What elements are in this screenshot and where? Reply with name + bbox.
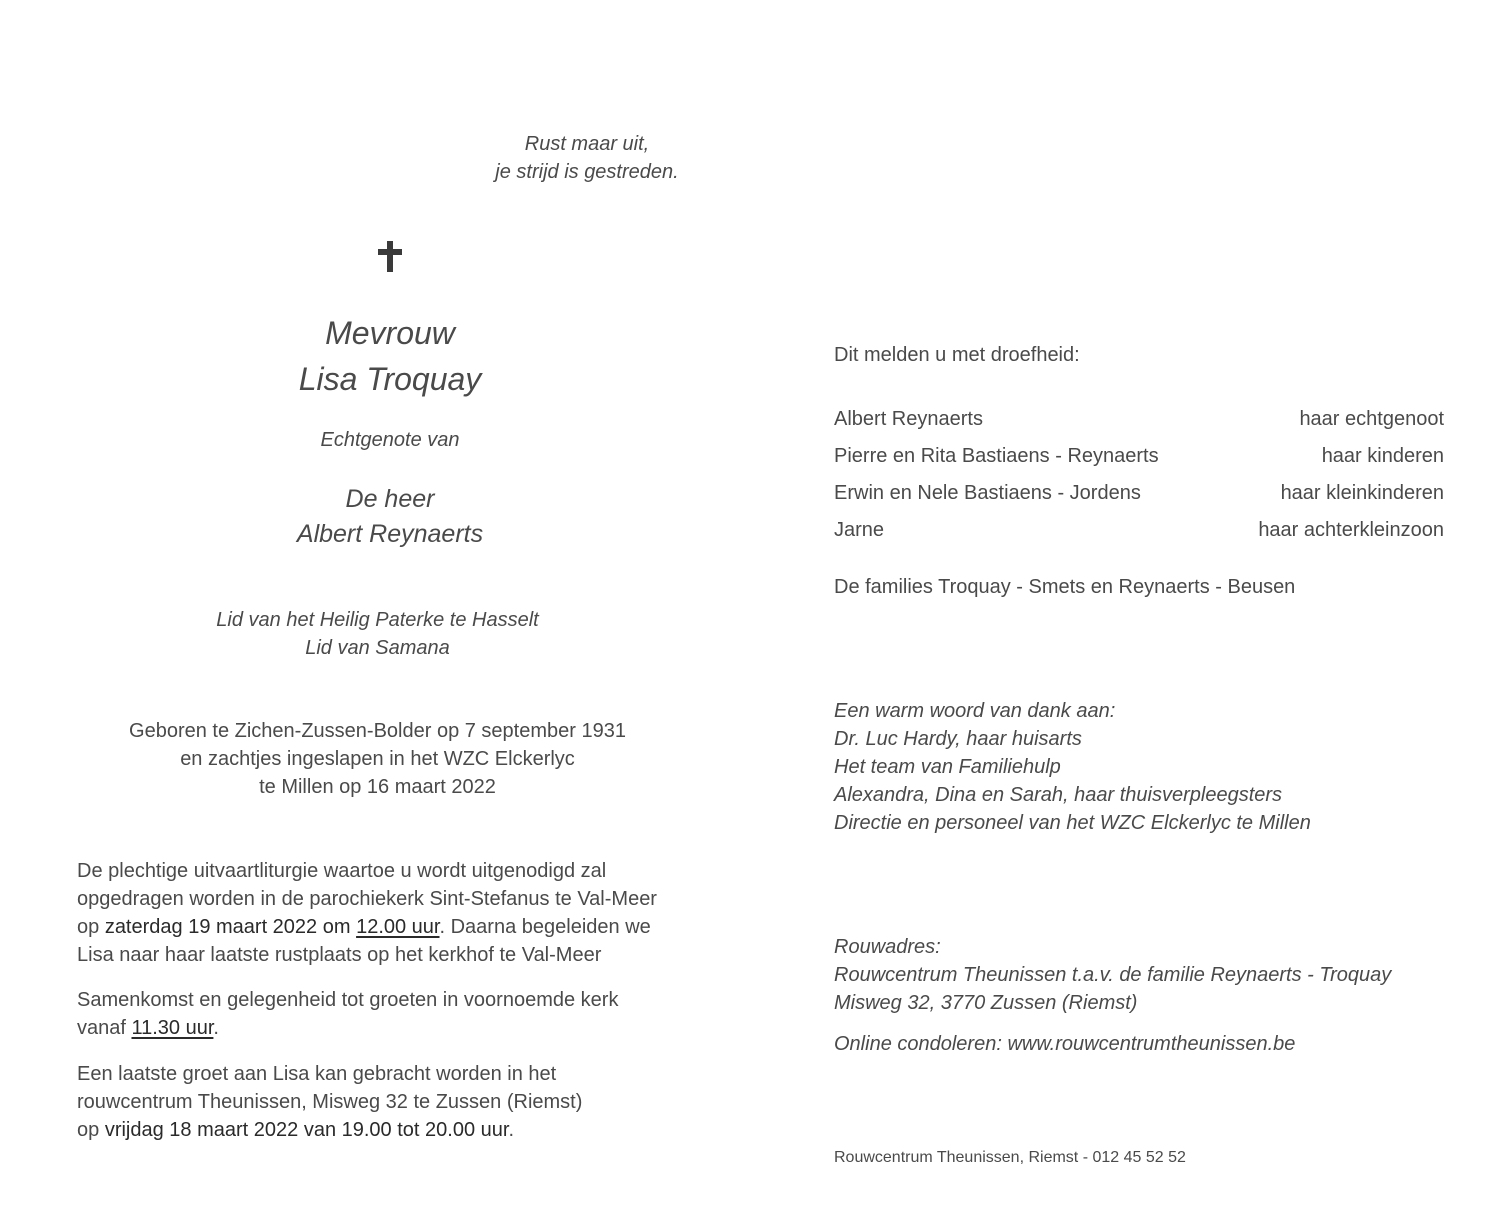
family-row — [834, 479, 1444, 516]
farewell-line: Een laatste groet aan Lisa kan gebracht worden in het — [77, 1063, 557, 1085]
funeral-line — [77, 913, 737, 941]
deceased-title: Mevrouw — [325, 315, 455, 351]
thanks-line: Directie en personeel van het WZC Elckerlyc te Millen — [834, 812, 1311, 834]
footer-contact: Rouwcentrum Theunissen, Riemst - 012 45 52 52 — [834, 1149, 1186, 1166]
text: vanaf — [77, 1017, 132, 1039]
membership-line: Lid van Samana — [305, 637, 450, 659]
funeral-date: zaterdag 19 maart 2022 om — [104, 916, 357, 938]
funeral-line: Lisa naar haar laatste rustplaats op het kerkhof te Val-Meer — [77, 944, 602, 966]
deceased-name — [190, 310, 590, 402]
memberships — [120, 606, 635, 662]
text: . — [508, 1119, 514, 1141]
motto-line: Rust maar uit, — [524, 133, 650, 155]
gathering-line — [77, 1014, 737, 1042]
relation-label: Echtgenote van — [320, 429, 460, 451]
birth-death-info — [100, 717, 655, 801]
family-row — [834, 442, 1444, 479]
text: . Daarna begeleiden we — [439, 916, 651, 938]
gathering-time: 11.30 uur — [131, 1017, 214, 1039]
family-member-name: Jarne — [834, 519, 885, 541]
thanks-line: Een warm woord van dank aan: — [834, 700, 1116, 722]
farewell-line — [77, 1116, 737, 1144]
deceased-fullname: Lisa Troquay — [298, 361, 482, 397]
motto — [380, 130, 794, 186]
membership-line: Lid van het Heilig Paterke te Hasselt — [216, 609, 539, 631]
address-line: Rouwcentrum Theunissen t.a.v. de familie Reynaerts - Troquay — [834, 964, 1392, 986]
text: . — [213, 1017, 219, 1039]
funeral-line: De plechtige uitvaartliturgie waartoe u wordt uitgenodigd zal — [77, 860, 607, 882]
spouse-title: De heer — [345, 485, 435, 513]
spouse-fullname: Albert Reynaerts — [296, 520, 484, 548]
farewell-paragraph — [77, 1060, 737, 1144]
family-list — [834, 405, 1444, 553]
online-condolence: Online condoleren: www.rouwcentrumtheunissen.be — [834, 1033, 1296, 1055]
family-member-name: Erwin en Nele Bastiaens - Jordens — [834, 482, 1141, 504]
birth-death-line: te Millen op 16 maart 2022 — [259, 776, 496, 798]
mourning-address — [834, 933, 1494, 1017]
spouse-name — [190, 482, 590, 552]
gathering-paragraph — [77, 986, 737, 1042]
family-member-relation: haar kinderen — [1321, 445, 1444, 467]
gathering-line: Samenkomst en gelegenheid tot groeten in voornoemde kerk — [77, 989, 619, 1011]
family-member-name: Pierre en Rita Bastiaens - Reynaerts — [834, 445, 1159, 467]
text: op — [77, 1119, 105, 1141]
farewell-line: rouwcentrum Theunissen, Misweg 32 te Zussen (Riemst) — [77, 1091, 583, 1113]
family-member-name: Albert Reynaerts — [834, 408, 983, 430]
birth-death-line: en zachtjes ingeslapen in het WZC Elckerlyc — [180, 748, 575, 770]
thanks-line: Alexandra, Dina en Sarah, haar thuisverpleegsters — [834, 784, 1283, 806]
text: op — [77, 916, 105, 938]
thanks-line: Het team van Familiehulp — [834, 756, 1061, 778]
funeral-line: opgedragen worden in de parochiekerk Sint-Stefanus te Val-Meer — [77, 888, 657, 910]
families-line: De families Troquay - Smets en Reynaerts - Beusen — [834, 576, 1296, 598]
family-row — [834, 405, 1444, 442]
funeral-time: 12.00 uur — [356, 916, 440, 938]
address-line: Misweg 32, 3770 Zussen (Riemst) — [834, 992, 1138, 1014]
thanks-line: Dr. Luc Hardy, haar huisarts — [834, 728, 1082, 750]
motto-line: je strijd is gestreden. — [495, 161, 679, 183]
funeral-paragraph — [77, 857, 737, 969]
thanks-block — [834, 697, 1474, 837]
farewell-when: vrijdag 18 maart 2022 van 19.00 tot 20.00 uur — [104, 1119, 509, 1141]
family-member-relation: haar achterkleinzoon — [1258, 519, 1444, 541]
family-row — [834, 516, 1444, 553]
announcement: Dit melden u met droefheid: — [834, 344, 1080, 366]
latin-cross-icon — [366, 238, 414, 278]
family-member-relation: haar kleinkinderen — [1280, 482, 1444, 504]
address-line: Rouwadres: — [834, 936, 941, 958]
birth-death-line: Geboren te Zichen-Zussen-Bolder op 7 september 1931 — [129, 720, 626, 742]
family-member-relation: haar echtgenoot — [1299, 408, 1444, 430]
